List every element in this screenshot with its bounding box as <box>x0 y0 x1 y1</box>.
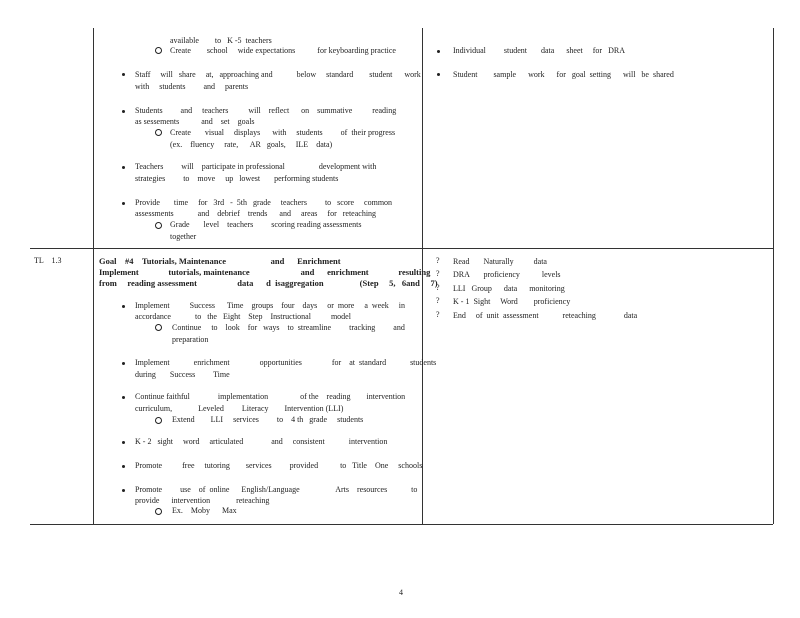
list-marker: ? <box>436 256 440 265</box>
item-students-reflect-line1: Students and teachers will reflect on summative reading <box>135 106 397 115</box>
sub-bullet-circle <box>155 129 162 136</box>
item-enrichment-line1: Implement enrichment opportunities for at standard students <box>135 358 437 367</box>
evidence-sight-word: K - 1 Sight Word proficiency <box>453 297 571 306</box>
item-online-resources-line2: provide intervention reteaching <box>135 496 270 505</box>
goal-heading-line1: Goal #4 Tutorials, Maintenance and Enrichment <box>99 256 341 266</box>
sub-item-visual-displays-line1: Create visual displays with students of their progress <box>170 128 396 137</box>
evidence-lli-group: LLI Group data monitoring <box>453 284 565 293</box>
item-teachers-pd-line1: Teachers will participate in professional development with <box>135 162 377 171</box>
bullet-dot <box>437 73 440 76</box>
bullet-dot <box>122 110 125 113</box>
evidence-dra-levels: DRA proficiency levels <box>453 270 561 279</box>
item-free-tutoring: Promote free tutoring services provided to Title One schools <box>135 461 423 470</box>
item-enrichment-line2: during Success Time <box>135 370 230 379</box>
item-online-resources-line1: Promote use of online English/Language Arts resources to <box>135 485 418 494</box>
table-right-rule <box>773 28 774 524</box>
evidence-end-of-unit: End of unit assessment reteaching data <box>453 311 638 320</box>
list-marker: ? <box>436 269 440 278</box>
item-success-time-line1: Implement Success Time groups four days or more a week in <box>135 301 405 310</box>
sub-item-visual-displays-line2: (ex. fluency rate, AR goals, ILE data) <box>170 140 333 149</box>
bullet-dot <box>122 441 125 444</box>
bullet-dot <box>122 166 125 169</box>
evidence-student-sample: Student sample work for goal setting will be shared <box>453 70 674 79</box>
sub-item-keyboarding: Create school wide expectations for keyboarding practice <box>170 46 396 55</box>
table-left-rule <box>93 28 94 524</box>
bullet-dot <box>122 73 125 76</box>
bullet-dot <box>122 305 125 308</box>
page-number: 4 <box>399 588 403 597</box>
bullet-dot <box>122 362 125 365</box>
item-faithful-impl-line2: curriculum, Leveled Literacy Intervention (LLI) <box>135 404 344 413</box>
item-staff-share-line1: Staff will share at, approaching and below standard student work <box>135 70 421 79</box>
continuation-line: available to K -5 teachers <box>170 36 272 45</box>
item-faithful-impl-line1: Continue faithful implementation of the reading intervention <box>135 392 406 401</box>
sub-item-moby-max: Ex. Moby Max <box>172 506 237 515</box>
sub-item-streamline-line2: preparation <box>172 335 209 344</box>
item-staff-share-line2: with students and parents <box>135 82 249 91</box>
item-teachers-pd-line2: strategies to move up lowest performing students <box>135 174 339 183</box>
goal-heading-line3: from reading assessment data d isaggregation (Step 5, 6and 7) <box>99 278 438 288</box>
sub-bullet-circle <box>155 324 162 331</box>
sub-item-grade-level-line1: Grade level teachers scoring reading assessments <box>170 220 362 229</box>
bullet-dot <box>122 202 125 205</box>
table-row-divider <box>30 248 773 249</box>
sub-item-grade-level-line2: together <box>170 232 197 241</box>
table-bottom-rule <box>30 524 773 525</box>
sub-bullet-circle <box>155 222 162 229</box>
sub-item-streamline-line1: Continue to look for ways to streamline tracking and <box>172 323 405 332</box>
bullet-dot <box>122 465 125 468</box>
item-sight-word: K - 2 sight word articulated and consistent intervention <box>135 437 388 446</box>
goal-heading-line2: Implement tutorials, maintenance and enrichment resulting <box>99 267 431 277</box>
item-provide-time-line2: assessments and debrief trends and areas for reteaching <box>135 209 377 218</box>
sub-bullet-circle <box>155 417 162 424</box>
bullet-dot <box>437 50 440 53</box>
evidence-read-naturally: Read Naturally data <box>453 257 547 266</box>
list-marker: ? <box>436 283 440 292</box>
item-provide-time-line1: Provide time for 3rd - 5th grade teachers to score common <box>135 198 393 207</box>
sub-bullet-circle <box>155 508 162 515</box>
evidence-dra-sheet: Individual student data sheet for DRA <box>453 46 625 55</box>
bullet-dot <box>122 396 125 399</box>
list-marker: ? <box>436 310 440 319</box>
list-marker: ? <box>436 296 440 305</box>
item-students-reflect-line2: as sessements and set goals <box>135 117 255 126</box>
row-code: TL 1.3 <box>34 256 62 265</box>
item-success-time-line2: accordance to the Eight Step Instructional model <box>135 312 351 321</box>
sub-item-extend-lli: Extend LLI services to 4 th grade students <box>172 415 364 424</box>
bullet-dot <box>122 489 125 492</box>
sub-bullet-circle <box>155 47 162 54</box>
